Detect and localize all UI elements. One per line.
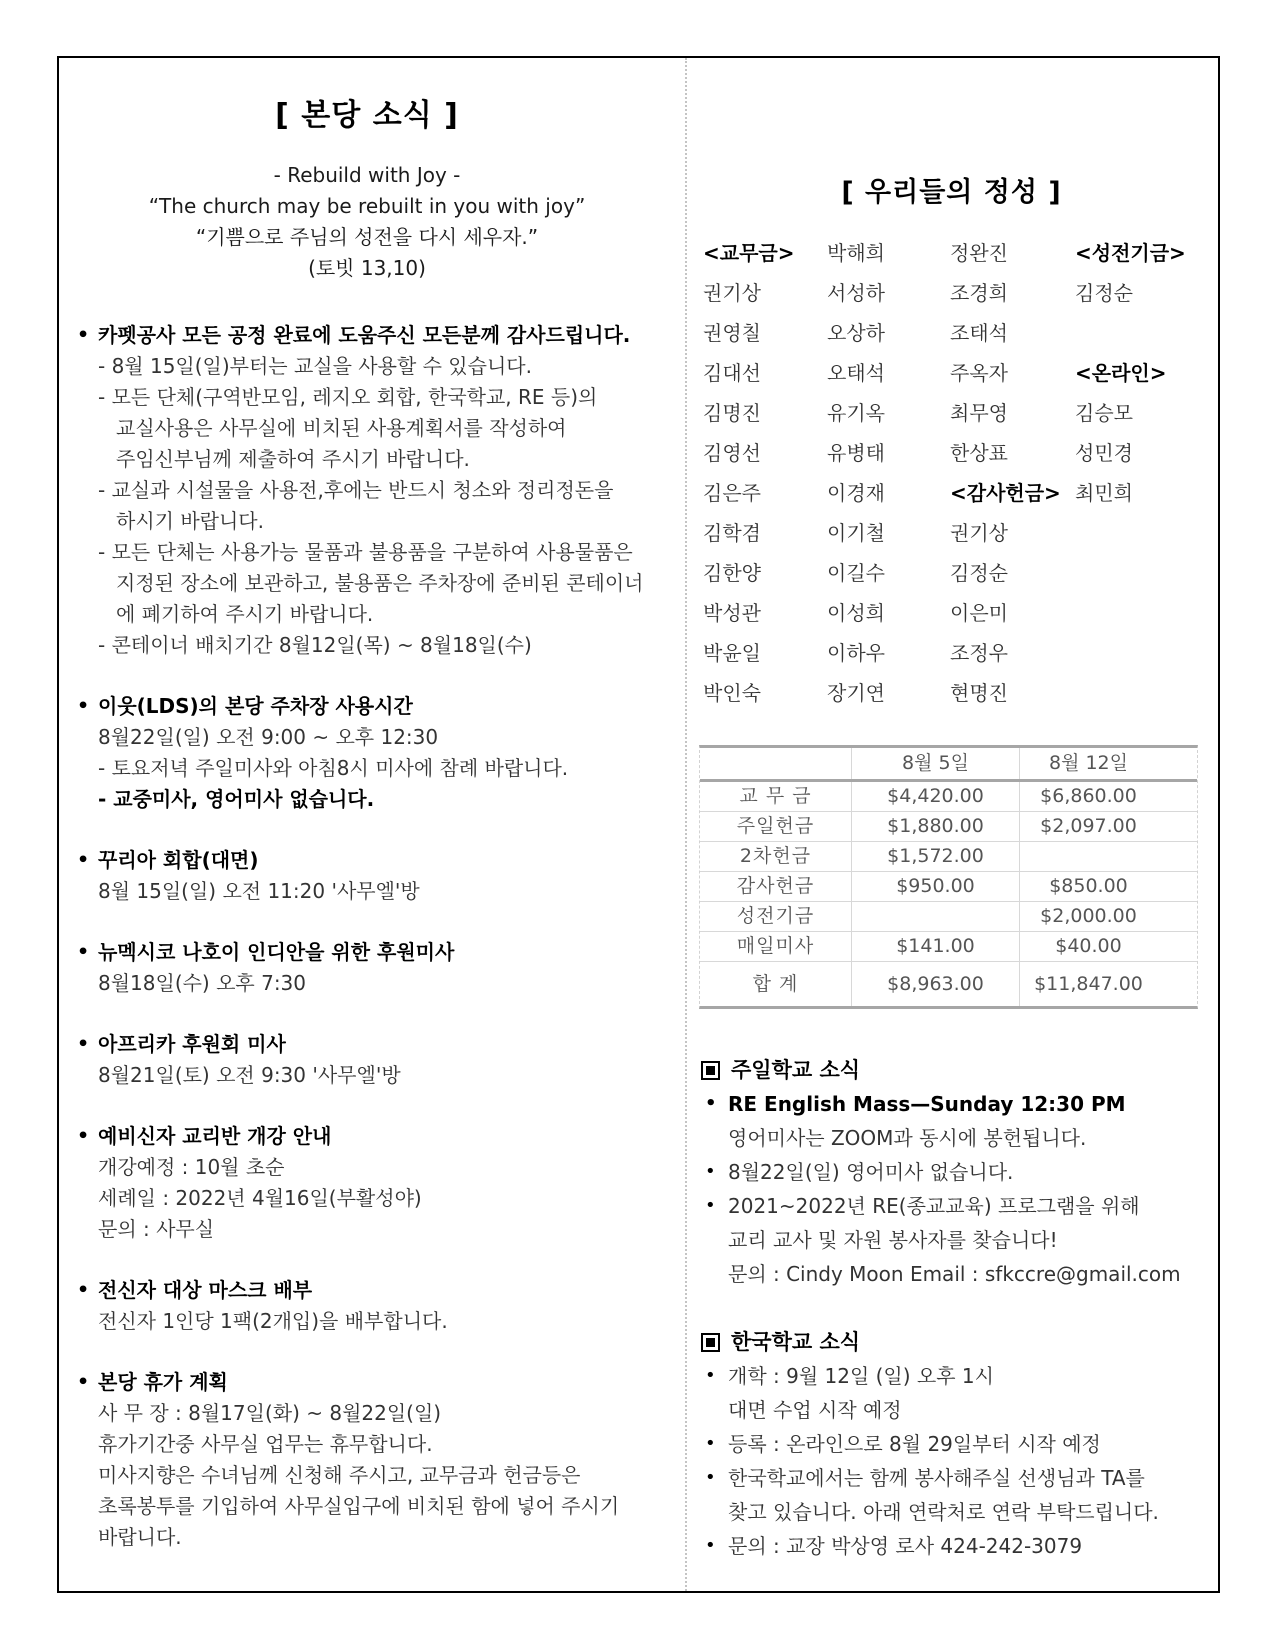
donor-name-cell: 박인숙 (703, 681, 761, 705)
school-news-line: • 문의 : 교장 박상영 로사 424-242-3079 (697, 1529, 1206, 1563)
donor-name-cell: 정완진 (950, 241, 1008, 265)
bulletin-sheet (57, 56, 1220, 1593)
news-title: • 예비신자 교리반 개강 안내 (75, 1121, 659, 1152)
donor-name-cell: 김정순 (1075, 281, 1133, 305)
donor-name-cell (1075, 593, 1206, 633)
donor-name-cell: 이성희 (827, 601, 885, 625)
offerings-column (687, 58, 1218, 1591)
donor-name-cell: 조정우 (950, 641, 1008, 665)
donor-name-cell: 조경희 (950, 281, 1008, 305)
news-line: 8월 15일(일) 오전 11:20 '사무엘'방 (98, 879, 420, 903)
donor-name-cell: 이경재 (827, 481, 885, 505)
header-col-aug12: 8월 12일 (1048, 752, 1128, 774)
donor-name-cell: 서성하 (827, 281, 885, 305)
collections-row (700, 901, 1197, 931)
parish-news-title: [ 본당 소식 ] (275, 98, 459, 133)
amount-aug12: $40.00 (1055, 935, 1122, 957)
news-line: - 콘테이너 배치기간 8월12일(목) ~ 8월18일(수) (98, 633, 532, 657)
header-col-aug5: 8월 5일 (852, 748, 1020, 779)
school-news-line: 문의 : Cindy Moon Email : sfkccre@gmail.com (728, 1262, 1181, 1286)
news-line: 하시기 바랍니다. (116, 509, 264, 533)
section-title-text: 주일학교 소식 (731, 1058, 861, 1082)
amount-aug12: $11,847.00 (1034, 973, 1143, 995)
amount-aug12 (1020, 842, 1197, 871)
donor-name-cell: 김명진 (703, 401, 761, 425)
news-line: 바랍니다. (98, 1525, 182, 1549)
donor-name-cell (1075, 553, 1206, 593)
school-news-line: • RE English Mass—Sunday 12:30 PM (697, 1087, 1206, 1121)
donor-name-cell: 김은주 (703, 481, 761, 505)
school-news-line: 찾고 있습니다. 아래 연락처로 연락 부탁드립니다. (728, 1500, 1159, 1524)
news-line: 세례일 : 2022년 4월16일(부활성야) (98, 1186, 422, 1210)
donor-name-cell (1075, 673, 1206, 713)
amount-aug5: $1,572.00 (852, 842, 1020, 871)
news-line: - 8월 15일(일)부터는 교실을 사용할 수 있습니다. (98, 354, 532, 378)
donor-name-cell: 오태석 (827, 361, 885, 385)
korean-school-lines (697, 1359, 1206, 1563)
school-news-line: 대면 수업 시작 예정 (728, 1398, 902, 1422)
amount-aug5: $8,963.00 (852, 962, 1020, 1006)
school-news-line: • 2021~2022년 RE(종교교육) 프로그램을 위해 (697, 1189, 1206, 1223)
news-line: 전신자 1인당 1팩(2개입)을 배부합니다. (98, 1309, 448, 1333)
news-catechumen-class (75, 1121, 659, 1245)
sunday-school-title (697, 1053, 1206, 1087)
collections-row (700, 811, 1197, 841)
donor-name-cell: 권기상 (950, 521, 1008, 545)
donor-name-cell: 이길수 (827, 561, 885, 585)
collection-label: 합 계 (700, 962, 852, 1006)
donor-name-cell: 김대선 (703, 361, 761, 385)
school-news-line: 영어미사는 ZOOM과 동시에 봉헌됩니다. (728, 1126, 1087, 1150)
school-news-line: • 등록 : 온라인으로 8월 29일부터 시작 예정 (697, 1427, 1206, 1461)
donor-name-cell: 성민경 (1075, 441, 1133, 465)
amount-aug5: $141.00 (852, 932, 1020, 961)
theme-quote-line: (토빗 13,10) (308, 256, 426, 280)
news-line: - 모든 단체는 사용가능 물품과 불용품을 구분하여 사용물품은 (98, 540, 633, 564)
news-lines (75, 351, 659, 661)
school-news-line: • 개학 : 9월 12일 (일) 오후 1시 (697, 1359, 1206, 1393)
theme-quote-line: “The church may be rebuilt in you with joy” (148, 194, 586, 218)
donor-name-cell: 김영선 (703, 441, 761, 465)
collections-row (700, 841, 1197, 871)
amount-aug12: $2,000.00 (1040, 905, 1137, 927)
news-lines (75, 722, 659, 815)
news-line: - 토요저녁 주일미사와 아침8시 미사에 참례 바랍니다. (98, 756, 569, 780)
korean-school-title (697, 1325, 1206, 1359)
theme-quote-line: “기쁨으로 주님의 성전을 다시 세우자.” (195, 225, 539, 249)
news-line: 미사지향은 수녀님께 신청해 주시고, 교무금과 헌금등은 (98, 1463, 581, 1487)
news-lines (75, 1306, 659, 1337)
news-line: 8월22일(일) 오전 9:00 ~ 오후 12:30 (98, 725, 439, 749)
collection-label: 주일헌금 (700, 812, 852, 841)
donor-name-cell: <온라인> (1075, 361, 1167, 385)
theme-quote (75, 160, 659, 284)
collections-row (700, 782, 1197, 811)
amount-aug5: $4,420.00 (852, 782, 1020, 811)
news-office-vacation (75, 1367, 659, 1553)
amount-aug12: $850.00 (1049, 875, 1128, 897)
donor-name-cell: 최무영 (950, 401, 1008, 425)
news-title: • 꾸리아 회합(대면) (75, 845, 659, 876)
donor-name-cell: 최민희 (1075, 481, 1133, 505)
donor-name-cell: 현명진 (950, 681, 1008, 705)
donor-name-cell: 이기철 (827, 521, 885, 545)
donor-name-cell (1075, 633, 1206, 673)
news-africa-mass (75, 1029, 659, 1091)
header-empty-cell (700, 748, 852, 779)
donor-name-cell: 김정순 (950, 561, 1008, 585)
amount-aug5: $950.00 (852, 872, 1020, 901)
donor-name-cell (1075, 513, 1206, 553)
news-title: • 본당 휴가 계획 (75, 1367, 659, 1398)
school-news-line: • 한국학교에서는 함께 봉사해주실 선생님과 TA를 (697, 1461, 1206, 1495)
donor-name-cell: 조태석 (950, 321, 1008, 345)
news-line: 8월18일(수) 오후 7:30 (98, 971, 307, 995)
donor-name-cell (1075, 313, 1206, 353)
news-line: 사 무 장 : 8월17일(화) ~ 8월22일(일) (98, 1401, 442, 1425)
news-line: 휴가기간중 사무실 업무는 휴무합니다. (98, 1432, 433, 1456)
news-lines (75, 1060, 659, 1091)
news-lines (75, 1152, 659, 1245)
news-line: 문의 : 사무실 (98, 1217, 215, 1241)
donor-name-cell: 박해희 (827, 241, 885, 265)
collection-label: 교 무 금 (700, 782, 852, 811)
donor-name-cell: 이은미 (950, 601, 1008, 625)
news-line: 지정된 장소에 보관하고, 불용품은 주차장에 준비된 콘테이너 (116, 571, 644, 595)
donor-name-cell: 유병태 (827, 441, 885, 465)
parish-news-column (59, 58, 687, 1591)
news-lines (75, 876, 659, 907)
collections-table (699, 745, 1198, 1009)
news-title: • 아프리카 후원회 미사 (75, 1029, 659, 1060)
korean-school-section (697, 1325, 1206, 1563)
offerings-title: [ 우리들의 정성 ] (841, 177, 1062, 208)
news-line: 초록봉투를 기입하여 사무실입구에 비치된 함에 넣어 주시기 (98, 1494, 620, 1518)
news-line: 주임신부님께 제출하여 주시기 바랍니다. (116, 447, 470, 471)
donor-name-cell: 김학겸 (703, 521, 761, 545)
section-title-text: 한국학교 소식 (731, 1330, 861, 1354)
collections-row (700, 961, 1197, 1006)
news-new-mexico-mass (75, 937, 659, 999)
donor-name-cell: 한상표 (950, 441, 1008, 465)
donor-name-cell: 오상하 (827, 321, 885, 345)
school-news-line: • 8월22일(일) 영어미사 없습니다. (697, 1155, 1206, 1189)
collections-table-header (700, 748, 1197, 782)
donor-name-cell: 박윤일 (703, 641, 761, 665)
news-line: 교실사용은 사무실에 비치된 사용계획서를 작성하여 (116, 416, 567, 440)
collection-label: 매일미사 (700, 932, 852, 961)
news-title: • 카펫공사 모든 공정 완료에 도움주신 모든분께 감사드립니다. (75, 320, 659, 351)
news-lines (75, 968, 659, 999)
donor-name-cell: 권영칠 (703, 321, 761, 345)
donor-name-cell: <교무금> (703, 241, 795, 265)
donor-name-cell: 김승모 (1075, 401, 1133, 425)
news-line: 개강예정 : 10월 초순 (98, 1155, 285, 1179)
news-lds-parking (75, 691, 659, 815)
news-line: 에 폐기하여 주시기 바랍니다. (116, 602, 374, 626)
donor-name-cell: 권기상 (703, 281, 761, 305)
collection-label: 성전기금 (700, 902, 852, 931)
amount-aug5: $1,880.00 (852, 812, 1020, 841)
donor-name-cell: 주옥자 (950, 361, 1008, 385)
news-lines (75, 1398, 659, 1553)
donor-name-cell: 박성관 (703, 601, 761, 625)
news-line: - 교실과 시설물을 사용전,후에는 반드시 청소와 정리정돈을 (98, 478, 614, 502)
amount-aug5 (852, 902, 1020, 931)
collections-row (700, 931, 1197, 961)
news-line: - 모든 단체(구역반모임, 레지오 회합, 한국학교, RE 등)의 (98, 385, 598, 409)
collection-label: 2차헌금 (700, 842, 852, 871)
parish-news-list (75, 320, 659, 1553)
theme-quote-line: - Rebuild with Joy - (273, 163, 461, 187)
donor-name-cell: <감사헌금> (950, 481, 1061, 505)
donor-name-cell: 이하우 (827, 641, 885, 665)
donor-name-cell: <성전기금> (1075, 241, 1186, 265)
news-mask-distribution (75, 1275, 659, 1337)
donor-name-cell: 김한양 (703, 561, 761, 585)
news-line: 8월21일(토) 오전 9:30 '사무엘'방 (98, 1063, 401, 1087)
donor-name-cell: 유기옥 (827, 401, 885, 425)
news-title: • 전신자 대상 마스크 배부 (75, 1275, 659, 1306)
boxed-square-icon (701, 1061, 720, 1080)
sunday-school-section (697, 1053, 1206, 1291)
school-news-line: 교리 교사 및 자원 봉사자를 찾습니다! (728, 1228, 1058, 1252)
news-title: • 이웃(LDS)의 본당 주차장 사용시간 (75, 691, 659, 722)
news-line: - 교중미사, 영어미사 없습니다. (98, 787, 375, 811)
collection-label: 감사헌금 (700, 872, 852, 901)
news-carpet-work (75, 320, 659, 661)
donor-names-grid (697, 233, 1206, 713)
amount-aug12: $6,860.00 (1040, 785, 1137, 807)
collections-row (700, 871, 1197, 901)
donor-name-cell: 장기연 (827, 681, 885, 705)
amount-aug12: $2,097.00 (1040, 815, 1137, 837)
boxed-square-icon (701, 1333, 720, 1352)
sunday-school-lines (697, 1087, 1206, 1291)
news-title: • 뉴멕시코 나호이 인디안을 위한 후원미사 (75, 937, 659, 968)
news-curia-meeting (75, 845, 659, 907)
